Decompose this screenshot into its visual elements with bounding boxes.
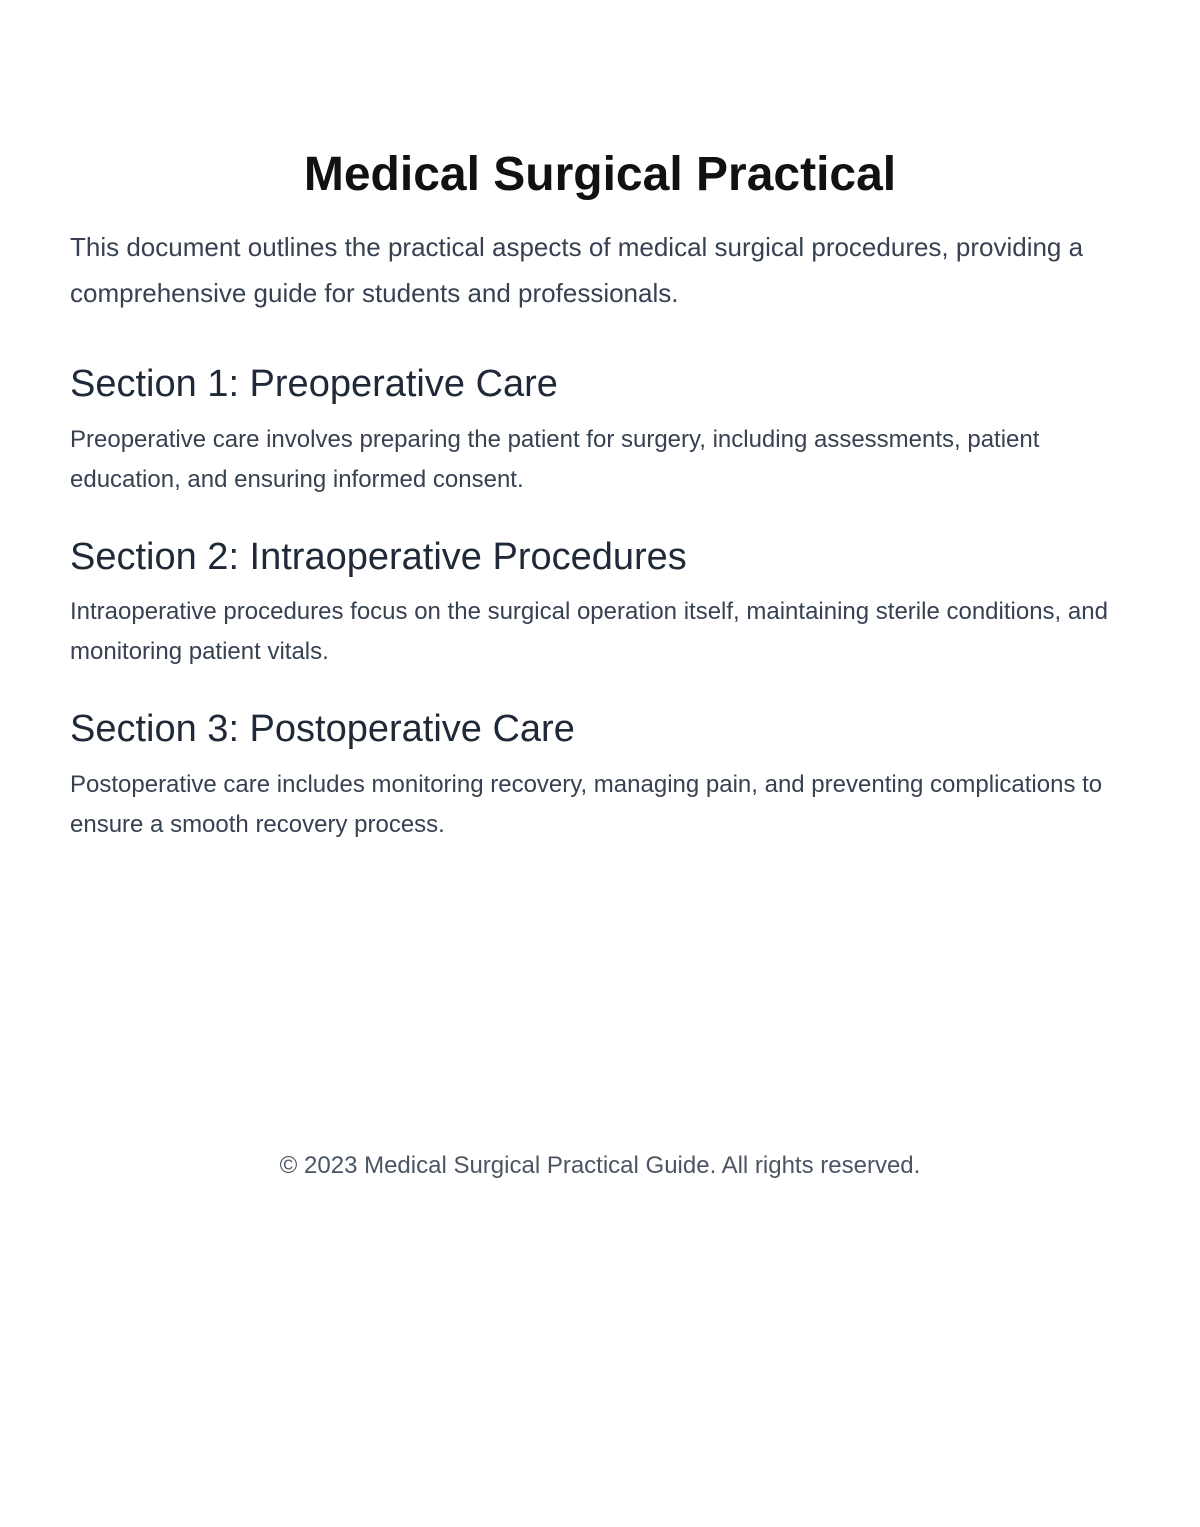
section-1-body: Preoperative care involves preparing the patient for surgery, including assessments, patient education, and ensuring informed consent. — [70, 426, 1040, 493]
document-page — [70, 0, 1130, 1527]
section-2-heading: Section 2: Intraoperative Procedures — [70, 536, 687, 578]
section-1-heading: Section 1: Preoperative Care — [70, 363, 558, 405]
section-2-body: Intraoperative procedures focus on the surgical operation itself, maintaining sterile conditions, and monitoring patient vitals. — [70, 598, 1108, 665]
section-3-heading: Section 3: Postoperative Care — [70, 708, 575, 750]
section-3-body: Postoperative care includes monitoring recovery, managing pain, and preventing complications to ensure a smooth recovery process. — [70, 771, 1103, 838]
copyright-footer: © 2023 Medical Surgical Practical Guide. All rights reserved. — [279, 1152, 921, 1179]
document-title: Medical Surgical Practical — [303, 148, 897, 201]
intro-paragraph: This document outlines the practical aspects of medical surgical procedures, providing a comprehensive guide for students and professionals. — [70, 232, 1084, 308]
